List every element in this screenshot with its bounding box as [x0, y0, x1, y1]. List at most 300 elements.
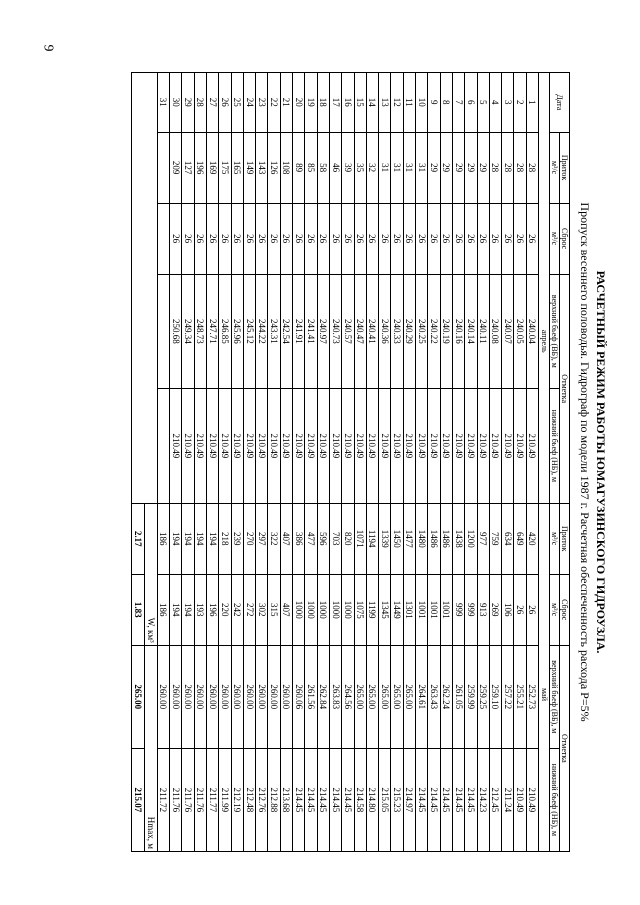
- date-cell: 28: [194, 73, 206, 133]
- date-cell: 2: [514, 73, 526, 133]
- header-level: Отметка: [560, 645, 570, 851]
- date-cell: 24: [243, 73, 255, 133]
- inflow-april-cell: 39: [342, 132, 354, 203]
- discharge-april-cell: 26: [366, 203, 378, 274]
- table-row: [293, 73, 305, 852]
- table-row: [403, 73, 415, 852]
- lower-level-may-cell: 210.49: [526, 748, 538, 851]
- lower-level-may-cell: 214.58: [354, 748, 366, 851]
- header-unit: м³/с: [550, 132, 560, 203]
- discharge-may-cell: 1001: [416, 574, 428, 645]
- table-row: [477, 73, 489, 852]
- inflow-may-cell: 322: [268, 503, 280, 574]
- inflow-april-cell: 28: [489, 132, 501, 203]
- inflow-april-cell: 29: [452, 132, 464, 203]
- discharge-may-cell: 106: [502, 574, 514, 645]
- lower-level-april-cell: 210.49: [440, 389, 452, 504]
- lower-level-april-cell: 210.49: [416, 389, 428, 504]
- lower-level-april-cell: 210.49: [194, 389, 206, 504]
- header-lower: нижний бьеф (НБ), м: [550, 389, 560, 504]
- lower-level-may-cell: 214.45: [416, 748, 428, 851]
- upper-level-april-cell: 240.05: [514, 274, 526, 389]
- lower-level-may-cell: 211.72: [157, 748, 169, 851]
- date-cell: 25: [231, 73, 243, 133]
- discharge-april-cell: 26: [305, 203, 317, 274]
- upper-level-may-cell: 265.00: [403, 645, 415, 748]
- header-date: Дата: [550, 73, 570, 133]
- date-cell: 8: [440, 73, 452, 133]
- upper-level-may-cell: 265.00: [391, 645, 403, 748]
- date-cell: 17: [329, 73, 341, 133]
- inflow-may-cell: 759: [489, 503, 501, 574]
- inflow-april-cell: 28: [526, 132, 538, 203]
- date-cell: 27: [206, 73, 218, 133]
- table-row: [514, 73, 526, 852]
- discharge-april-cell: 26: [243, 203, 255, 274]
- inflow-may-cell: 634: [502, 503, 514, 574]
- date-cell: 19: [305, 73, 317, 133]
- header-inflow: Приток: [560, 132, 570, 203]
- upper-level-april-cell: 244.22: [256, 274, 268, 389]
- upper-level-april-cell: 240.33: [391, 274, 403, 389]
- upper-level-may-cell: 265.00: [379, 645, 391, 748]
- discharge-may-cell: 1000: [305, 574, 317, 645]
- lower-level-april-cell: 210.49: [452, 389, 464, 504]
- upper-level-may-cell: 260.00: [219, 645, 231, 748]
- discharge-april-cell: 26: [452, 203, 464, 274]
- upper-level-april-cell: 241.91: [293, 274, 305, 389]
- lower-level-april-cell: 210.49: [219, 389, 231, 504]
- inflow-may-cell: 1450: [391, 503, 403, 574]
- month-label-may: май: [539, 503, 550, 851]
- lower-level-may-cell: 212.88: [268, 748, 280, 851]
- upper-level-may-cell: 255.21: [514, 645, 526, 748]
- upper-level-may-cell: 259.10: [489, 645, 501, 748]
- inflow-may-cell: 1071: [354, 503, 366, 574]
- header-unit: м³/с: [550, 503, 560, 574]
- upper-level-may-cell: 260.00: [157, 645, 169, 748]
- discharge-april-cell: 26: [526, 203, 538, 274]
- upper-level-may-cell: 262.24: [440, 645, 452, 748]
- table-row: [194, 73, 206, 852]
- discharge-may-cell: 26: [514, 574, 526, 645]
- upper-level-april-cell: 248.73: [194, 274, 206, 389]
- lower-level-may-cell: 211.76: [170, 748, 182, 851]
- discharge-april-cell: 26: [379, 203, 391, 274]
- header-discharge: Сброс: [560, 203, 570, 274]
- upper-level-april-cell: 249.34: [182, 274, 194, 389]
- discharge-may-cell: 1000: [317, 574, 329, 645]
- inflow-april-cell: 28: [514, 132, 526, 203]
- upper-level-may-cell: 260.00: [182, 645, 194, 748]
- lower-level-may-cell: 211.76: [194, 748, 206, 851]
- lower-level-april-cell: 210.49: [428, 389, 440, 504]
- date-cell: 1: [526, 73, 538, 133]
- table-row: [489, 73, 501, 852]
- upper-level-may-cell: 265.00: [366, 645, 378, 748]
- upper-level-april-cell: 240.25: [416, 274, 428, 389]
- lower-level-april-cell: 210.49: [502, 389, 514, 504]
- inflow-april-cell: 29: [477, 132, 489, 203]
- date-cell: 15: [354, 73, 366, 133]
- lower-level-april-cell: 210.49: [477, 389, 489, 504]
- upper-level-april-cell: 242.54: [280, 274, 292, 389]
- discharge-may-cell: 269: [489, 574, 501, 645]
- lower-level-may-cell: 212.19: [231, 748, 243, 851]
- date-cell: 4: [489, 73, 501, 133]
- discharge-may-cell: 913: [477, 574, 489, 645]
- discharge-april-cell: 26: [440, 203, 452, 274]
- inflow-may-cell: 297: [256, 503, 268, 574]
- inflow-april-cell: 31: [403, 132, 415, 203]
- upper-level-april-cell: 240.73: [329, 274, 341, 389]
- lower-level-may-cell: 210.49: [514, 748, 526, 851]
- lower-level-april-cell: 210.49: [243, 389, 255, 504]
- discharge-april-cell: 26: [280, 203, 292, 274]
- inflow-may-cell: 649: [514, 503, 526, 574]
- upper-level-may-cell: 260.00: [194, 645, 206, 748]
- lower-level-april-cell: 210.49: [329, 389, 341, 504]
- header-inflow: Приток: [560, 503, 570, 574]
- regime-table: [131, 72, 570, 852]
- date-cell: 3: [502, 73, 514, 133]
- table-row: [170, 73, 182, 852]
- lower-level-april-cell: 210.49: [366, 389, 378, 504]
- lower-level-may-cell: 214.45: [329, 748, 341, 851]
- table-row: [452, 73, 464, 852]
- discharge-april-cell: 26: [391, 203, 403, 274]
- upper-level-may-cell: 260.00: [206, 645, 218, 748]
- table-row: [354, 73, 366, 852]
- upper-level-april-cell: 240.07: [502, 274, 514, 389]
- discharge-april-cell: 26: [329, 203, 341, 274]
- discharge-may-cell: 194: [170, 574, 182, 645]
- discharge-april-cell: 26: [502, 203, 514, 274]
- document-sheet: [70, 72, 610, 852]
- lower-level-may-cell: 214.45: [293, 748, 305, 851]
- discharge-may-cell: 194: [182, 574, 194, 645]
- header-level: Отметка: [560, 274, 570, 503]
- lower-level-may-cell: 211.24: [502, 748, 514, 851]
- lower-level-april-cell: 210.49: [354, 389, 366, 504]
- lower-level-may-cell: 214.45: [305, 748, 317, 851]
- inflow-april-cell: 175: [219, 132, 231, 203]
- inflow-may-cell: 703: [329, 503, 341, 574]
- table-row: [268, 73, 280, 852]
- discharge-may-cell: 999: [465, 574, 477, 645]
- table-row: [280, 73, 292, 852]
- inflow-may-cell: 596: [317, 503, 329, 574]
- inflow-may-cell: 186: [157, 503, 169, 574]
- inflow-may-cell: 218: [219, 503, 231, 574]
- upper-level-april-cell: 240.11: [477, 274, 489, 389]
- date-cell: 12: [391, 73, 403, 133]
- discharge-april-cell: 26: [293, 203, 305, 274]
- upper-max: 265.00: [131, 645, 144, 748]
- date-cell: 6: [465, 73, 477, 133]
- footer-w-label: W, км³: [144, 503, 157, 645]
- inflow-april-cell: 28: [502, 132, 514, 203]
- header-unit: м³/с: [550, 203, 560, 274]
- upper-level-april-cell: 250.68: [170, 274, 182, 389]
- discharge-may-cell: 999: [452, 574, 464, 645]
- header-upper: верхний бьеф (ВБ), м: [550, 274, 560, 389]
- inflow-may-cell: 270: [243, 503, 255, 574]
- date-cell: 31: [157, 73, 169, 133]
- discharge-may-cell: 407: [280, 574, 292, 645]
- inflow-may-cell: 1194: [366, 503, 378, 574]
- inflow-may-cell: 194: [182, 503, 194, 574]
- lower-level-april-cell: 210.49: [317, 389, 329, 504]
- inflow-may-cell: 1480: [416, 503, 428, 574]
- inflow-may-cell: 407: [280, 503, 292, 574]
- table-row: [416, 73, 428, 852]
- inflow-may-cell: 420: [526, 503, 538, 574]
- table-row: [256, 73, 268, 852]
- lower-level-may-cell: 214.23: [477, 748, 489, 851]
- lower-level-april-cell: 210.49: [170, 389, 182, 504]
- upper-level-may-cell: 264.56: [342, 645, 354, 748]
- discharge-april-cell: 26: [354, 203, 366, 274]
- footer-h-label: Hmax, м: [144, 645, 157, 851]
- table-row: [219, 73, 231, 852]
- discharge-may-cell: 1199: [366, 574, 378, 645]
- upper-level-april-cell: 245.96: [231, 274, 243, 389]
- discharge-may-cell: 1449: [391, 574, 403, 645]
- discharge-april-cell: 26: [317, 203, 329, 274]
- discharge-may-cell: 193: [194, 574, 206, 645]
- discharge-april-cell: 26: [219, 203, 231, 274]
- footer-empty: [131, 73, 144, 504]
- upper-level-may-cell: 260.00: [268, 645, 280, 748]
- upper-level-april-cell: 247.71: [206, 274, 218, 389]
- date-cell: 20: [293, 73, 305, 133]
- table-row: [157, 73, 169, 852]
- discharge-may-cell: 1301: [403, 574, 415, 645]
- upper-level-may-cell: 259.99: [465, 645, 477, 748]
- upper-level-may-cell: 260.00: [170, 645, 182, 748]
- lower-level-april-cell: [157, 389, 169, 504]
- inflow-april-cell: [157, 132, 169, 203]
- discharge-may-cell: 1001: [428, 574, 440, 645]
- table-row: [231, 73, 243, 852]
- inflow-april-cell: 58: [317, 132, 329, 203]
- discharge-may-cell: 220: [219, 574, 231, 645]
- date-cell: 16: [342, 73, 354, 133]
- lower-level-may-cell: 214.45: [452, 748, 464, 851]
- date-cell: 23: [256, 73, 268, 133]
- discharge-may-cell: 26: [526, 574, 538, 645]
- discharge-april-cell: 26: [268, 203, 280, 274]
- lower-level-april-cell: 210.49: [379, 389, 391, 504]
- table-row: [526, 73, 538, 852]
- lower-level-april-cell: 210.49: [182, 389, 194, 504]
- discharge-april-cell: 26: [256, 203, 268, 274]
- date-cell: 22: [268, 73, 280, 133]
- table-row: [243, 73, 255, 852]
- date-cell: 21: [280, 73, 292, 133]
- date-cell: 7: [452, 73, 464, 133]
- lower-level-may-cell: 211.99: [219, 748, 231, 851]
- upper-level-may-cell: 260.06: [293, 645, 305, 748]
- date-cell: 26: [219, 73, 231, 133]
- discharge-april-cell: 26: [194, 203, 206, 274]
- discharge-may-cell: 272: [243, 574, 255, 645]
- date-cell: 30: [170, 73, 182, 133]
- upper-level-may-cell: 265.00: [354, 645, 366, 748]
- lower-level-may-cell: 214.97: [403, 748, 415, 851]
- discharge-april-cell: 26: [477, 203, 489, 274]
- upper-level-may-cell: 260.00: [280, 645, 292, 748]
- upper-level-may-cell: 262.84: [317, 645, 329, 748]
- upper-level-april-cell: 240.19: [440, 274, 452, 389]
- discharge-april-cell: 26: [170, 203, 182, 274]
- document-subtitle: Пропуск весеннего половодья. Гидрограф по модели 1987 г. Расчетная обеспеченность расхода Р=5%: [578, 202, 592, 722]
- upper-level-april-cell: 240.47: [354, 274, 366, 389]
- inflow-april-cell: 108: [280, 132, 292, 203]
- lower-max: 215.07: [131, 748, 144, 851]
- lower-level-april-cell: 210.49: [465, 389, 477, 504]
- inflow-april-cell: 89: [293, 132, 305, 203]
- lower-level-may-cell: 212.45: [489, 748, 501, 851]
- table-row: [379, 73, 391, 852]
- upper-level-may-cell: 264.61: [416, 645, 428, 748]
- discharge-may-cell: 1075: [354, 574, 366, 645]
- discharge-april-cell: 26: [416, 203, 428, 274]
- upper-level-may-cell: 260.00: [243, 645, 255, 748]
- upper-level-april-cell: 240.41: [366, 274, 378, 389]
- table-row: [428, 73, 440, 852]
- inflow-may-cell: 1486: [428, 503, 440, 574]
- discharge-april-cell: 26: [465, 203, 477, 274]
- upper-level-april-cell: 245.12: [243, 274, 255, 389]
- inflow-april-cell: 126: [268, 132, 280, 203]
- inflow-may-cell: 194: [206, 503, 218, 574]
- upper-level-may-cell: 261.05: [452, 645, 464, 748]
- lower-level-may-cell: 214.45: [342, 748, 354, 851]
- upper-level-april-cell: 241.41: [305, 274, 317, 389]
- inflow-april-cell: 209: [170, 132, 182, 203]
- table-row: [342, 73, 354, 852]
- discharge-may-cell: 242: [231, 574, 243, 645]
- lower-level-april-cell: 210.49: [305, 389, 317, 504]
- lower-level-april-cell: 210.49: [293, 389, 305, 504]
- inflow-april-cell: 149: [243, 132, 255, 203]
- lower-level-may-cell: 214.45: [465, 748, 477, 851]
- discharge-may-cell: 315: [268, 574, 280, 645]
- inflow-may-cell: 1339: [379, 503, 391, 574]
- lower-level-may-cell: 214.45: [440, 748, 452, 851]
- discharge-april-cell: 26: [403, 203, 415, 274]
- inflow-april-cell: 29: [465, 132, 477, 203]
- lower-level-may-cell: 211.77: [206, 748, 218, 851]
- lower-level-may-cell: 214.45: [428, 748, 440, 851]
- table-row: [502, 73, 514, 852]
- table-row: [317, 73, 329, 852]
- date-cell: 18: [317, 73, 329, 133]
- lower-level-may-cell: 212.48: [243, 748, 255, 851]
- upper-level-may-cell: 260.00: [256, 645, 268, 748]
- lower-level-april-cell: 210.49: [342, 389, 354, 504]
- date-cell: 10: [416, 73, 428, 133]
- inflow-april-cell: 32: [366, 132, 378, 203]
- table-row: [182, 73, 194, 852]
- upper-level-may-cell: 263.83: [329, 645, 341, 748]
- document-title: РАСЧЕТНЫЙ РЕЖИМ РАБОТЫ ЮМАГУЗИНСКОГО ГИДРОУЗЛА.: [594, 270, 608, 654]
- upper-level-april-cell: [157, 274, 169, 389]
- table-row: [305, 73, 317, 852]
- discharge-april-cell: 26: [514, 203, 526, 274]
- inflow-may-cell: 1438: [452, 503, 464, 574]
- discharge-may-cell: 196: [206, 574, 218, 645]
- header-unit: м³/с: [550, 574, 560, 645]
- table-row: [329, 73, 341, 852]
- inflow-may-cell: 1486: [440, 503, 452, 574]
- lower-level-may-cell: 213.68: [280, 748, 292, 851]
- lower-level-april-cell: 210.49: [206, 389, 218, 504]
- discharge-may-cell: 1000: [329, 574, 341, 645]
- inflow-may-cell: 194: [194, 503, 206, 574]
- inflow-may-cell: 820: [342, 503, 354, 574]
- table-row: [366, 73, 378, 852]
- upper-level-april-cell: 240.57: [342, 274, 354, 389]
- lower-level-may-cell: 214.45: [317, 748, 329, 851]
- upper-level-may-cell: 252.73: [526, 645, 538, 748]
- date-cell: 14: [366, 73, 378, 133]
- inflow-april-cell: 196: [194, 132, 206, 203]
- lower-level-may-cell: 215.23: [391, 748, 403, 851]
- discharge-may-cell: 1001: [440, 574, 452, 645]
- upper-level-april-cell: 243.31: [268, 274, 280, 389]
- lower-level-april-cell: 210.49: [403, 389, 415, 504]
- date-cell: 11: [403, 73, 415, 133]
- inflow-total: 2.17: [131, 503, 144, 574]
- upper-level-may-cell: 257.22: [502, 645, 514, 748]
- upper-level-may-cell: 260.00: [231, 645, 243, 748]
- discharge-may-cell: 1345: [379, 574, 391, 645]
- upper-level-may-cell: 263.43: [428, 645, 440, 748]
- date-cell: 13: [379, 73, 391, 133]
- discharge-april-cell: 26: [489, 203, 501, 274]
- inflow-may-cell: 194: [170, 503, 182, 574]
- discharge-may-cell: 1000: [342, 574, 354, 645]
- month-label-april: апрель: [539, 73, 550, 504]
- inflow-may-cell: 239: [231, 503, 243, 574]
- inflow-april-cell: 35: [354, 132, 366, 203]
- inflow-april-cell: 31: [379, 132, 391, 203]
- inflow-may-cell: 477: [305, 503, 317, 574]
- inflow-april-cell: 127: [182, 132, 194, 203]
- lower-level-april-cell: 210.49: [526, 389, 538, 504]
- discharge-april-cell: 26: [342, 203, 354, 274]
- upper-level-april-cell: 240.22: [428, 274, 440, 389]
- upper-level-april-cell: 240.29: [403, 274, 415, 389]
- page-number: 9: [40, 44, 56, 52]
- table-row: [391, 73, 403, 852]
- discharge-april-cell: 26: [182, 203, 194, 274]
- discharge-may-cell: 302: [256, 574, 268, 645]
- discharge-april-cell: [157, 203, 169, 274]
- lower-level-may-cell: 212.76: [256, 748, 268, 851]
- header-upper: верхний бьеф (ВБ), м: [550, 645, 560, 748]
- inflow-may-cell: 1200: [465, 503, 477, 574]
- discharge-may-cell: 1000: [293, 574, 305, 645]
- upper-level-april-cell: 240.36: [379, 274, 391, 389]
- footer-empty: [144, 73, 157, 504]
- lower-level-may-cell: 214.80: [366, 748, 378, 851]
- upper-level-april-cell: 240.14: [465, 274, 477, 389]
- discharge-april-cell: 26: [428, 203, 440, 274]
